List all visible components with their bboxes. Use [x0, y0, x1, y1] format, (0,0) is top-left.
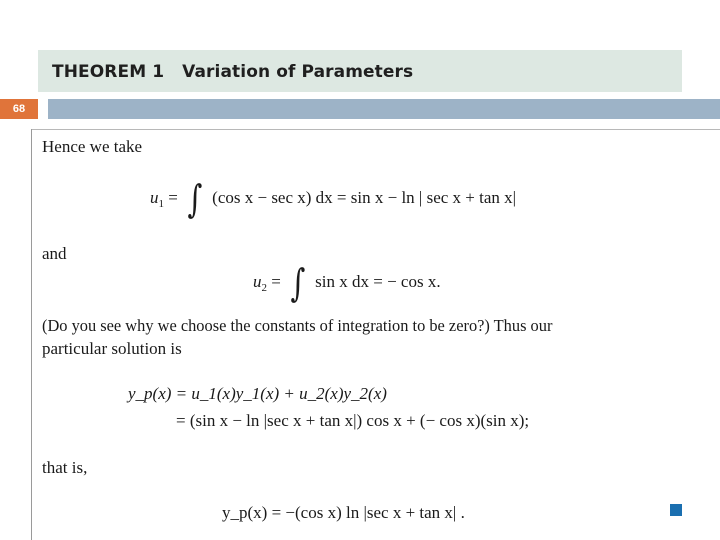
header-rule: [48, 99, 720, 119]
u2-integrand: sin x dx = − cos x.: [315, 272, 441, 291]
theorem-title: [52, 62, 413, 82]
text-question-line1: (Do you see why we choose the constants of integration to be zero?) Thus our: [42, 316, 553, 335]
u1-equals: =: [168, 188, 178, 207]
u2-equals: =: [271, 272, 281, 291]
equation-final: y_p(x) = −(cos x) ln |sec x + tan x| .: [222, 503, 465, 522]
u1-integrand: (cos x − sec x) dx = sin x − ln | sec x + tan x|: [212, 188, 517, 207]
theorem-label: THEOREM 1: [52, 62, 165, 82]
integral-sign: ∫: [290, 261, 306, 305]
equation-u2: [253, 261, 441, 305]
u2-symbol: u: [253, 272, 262, 291]
text-and: and: [42, 244, 67, 263]
slide-number-badge: 68: [0, 99, 38, 119]
theorem-name: Variation of Parameters: [182, 62, 414, 82]
u1-symbol: u: [150, 188, 159, 207]
u1-subscript: 1: [158, 198, 164, 210]
content-left-border: [31, 129, 32, 540]
equation-u1: [150, 177, 517, 221]
text-hence-we-take: Hence we take: [42, 137, 143, 156]
content-top-border: [31, 129, 720, 130]
end-of-proof-square: [670, 504, 682, 516]
integral-sign: ∫: [187, 177, 203, 221]
u2-subscript: 2: [261, 282, 267, 294]
text-question-line2: particular solution is: [42, 339, 182, 358]
equation-yp-line2: = (sin x − ln |sec x + tan x|) cos x + (− cos x)(sin x);: [176, 411, 530, 430]
theorem-header-band: [38, 50, 682, 92]
equation-yp-line1: y_p(x) = u_1(x)y_1(x) + u_2(x)y_2(x): [128, 384, 387, 403]
text-that-is: that is,: [42, 458, 88, 477]
